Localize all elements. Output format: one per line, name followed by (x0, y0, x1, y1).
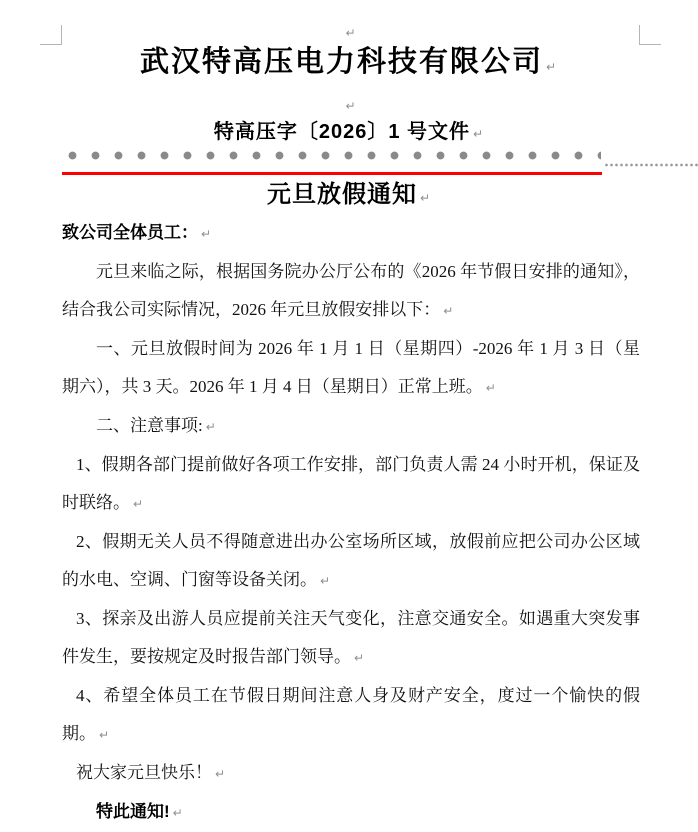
paragraph-mark-icon: ↵ (133, 497, 144, 511)
empty-paragraph (0, 24, 698, 42)
paragraph-mark-icon: ↵ (201, 227, 212, 241)
paragraph-mark-icon: ↵ (99, 728, 110, 742)
paragraph-mark-icon: ↵ (354, 651, 365, 665)
body-paragraph[interactable] (62, 600, 640, 677)
paragraph-mark-icon: ↵ (345, 26, 356, 40)
body-paragraph[interactable] (62, 446, 640, 523)
paragraph-text: 元旦来临之际，根据国务院办公厅公布的《2026 年节假日安排的通知》，结合我公司实际情况，2026 年元旦放假安排以下： (62, 262, 640, 319)
paragraph-text: 二、注意事项: (96, 416, 203, 435)
paragraph-text: 一、元旦放假时间为 2026 年 1 月 1 日（星期四）-2026 年 1 月 3 日（星期六），共 3 天。2026 年 1 月 4 日（星期日）正常上班。 (62, 339, 640, 396)
empty-paragraph (0, 97, 698, 115)
body-paragraph[interactable] (62, 407, 640, 446)
red-divider-line (62, 172, 602, 175)
paragraph-mark-icon: ↵ (419, 191, 432, 205)
document-number-text: 特高压字〔2026〕1 号文件 (213, 121, 471, 143)
paragraph-text: 2、假期无关人员不得随意进出办公室场所区域，放假前应把公司办公区域的水电、空调、门窗等设备关闭。 (62, 532, 640, 589)
paragraph-mark-icon: ↵ (320, 574, 331, 588)
paragraph-text: 祝大家元旦快乐！ (76, 763, 212, 782)
separator-dots-row (61, 151, 601, 160)
notice-title-heading[interactable] (0, 181, 698, 212)
paragraph-text: 4、希望全体员工在节假日期间注意人身及财产安全，度过一个愉快的假期。 (62, 686, 640, 743)
body-paragraph[interactable] (62, 793, 640, 832)
notice-title-text: 元旦放假通知 (266, 181, 417, 208)
company-name-heading[interactable] (0, 46, 698, 83)
paragraph-mark-icon: ↵ (172, 806, 183, 820)
paragraph-text: 1、假期各部门提前做好各项工作安排，部门负责人需 24 小时开机，保证及时联络。 (62, 455, 640, 512)
paragraph-mark-icon: ↵ (205, 420, 216, 434)
document-number-heading[interactable] (0, 119, 698, 147)
paragraph-mark-icon: ↵ (473, 127, 485, 141)
paragraph-mark-icon: ↵ (545, 60, 559, 74)
body-paragraph[interactable] (62, 330, 640, 407)
body-paragraph[interactable] (62, 253, 640, 330)
company-name-text: 武汉特高压电力科技有限公司 (139, 46, 543, 78)
paragraph-mark-icon: ↵ (443, 304, 454, 318)
salutation-text: 致公司全体员工： (62, 223, 198, 242)
salutation-paragraph[interactable] (62, 214, 640, 253)
margin-dotted-line (604, 163, 698, 167)
paragraph-list (62, 253, 640, 832)
paragraph-mark-icon: ↵ (345, 99, 356, 113)
body-paragraph[interactable] (62, 677, 640, 754)
body-paragraph[interactable] (62, 523, 640, 600)
paragraph-mark-icon: ↵ (485, 381, 496, 395)
paragraph-text: 特此通知! (96, 802, 170, 821)
paragraph-text: 3、探亲及出游人员应提前关注天气变化，注意交通安全。如遇重大突发事件发生，要按规定及时报告部门领导。 (62, 609, 640, 666)
paragraph-mark-icon: ↵ (215, 767, 226, 781)
body-paragraph[interactable] (62, 754, 640, 793)
document-body[interactable] (62, 214, 640, 832)
